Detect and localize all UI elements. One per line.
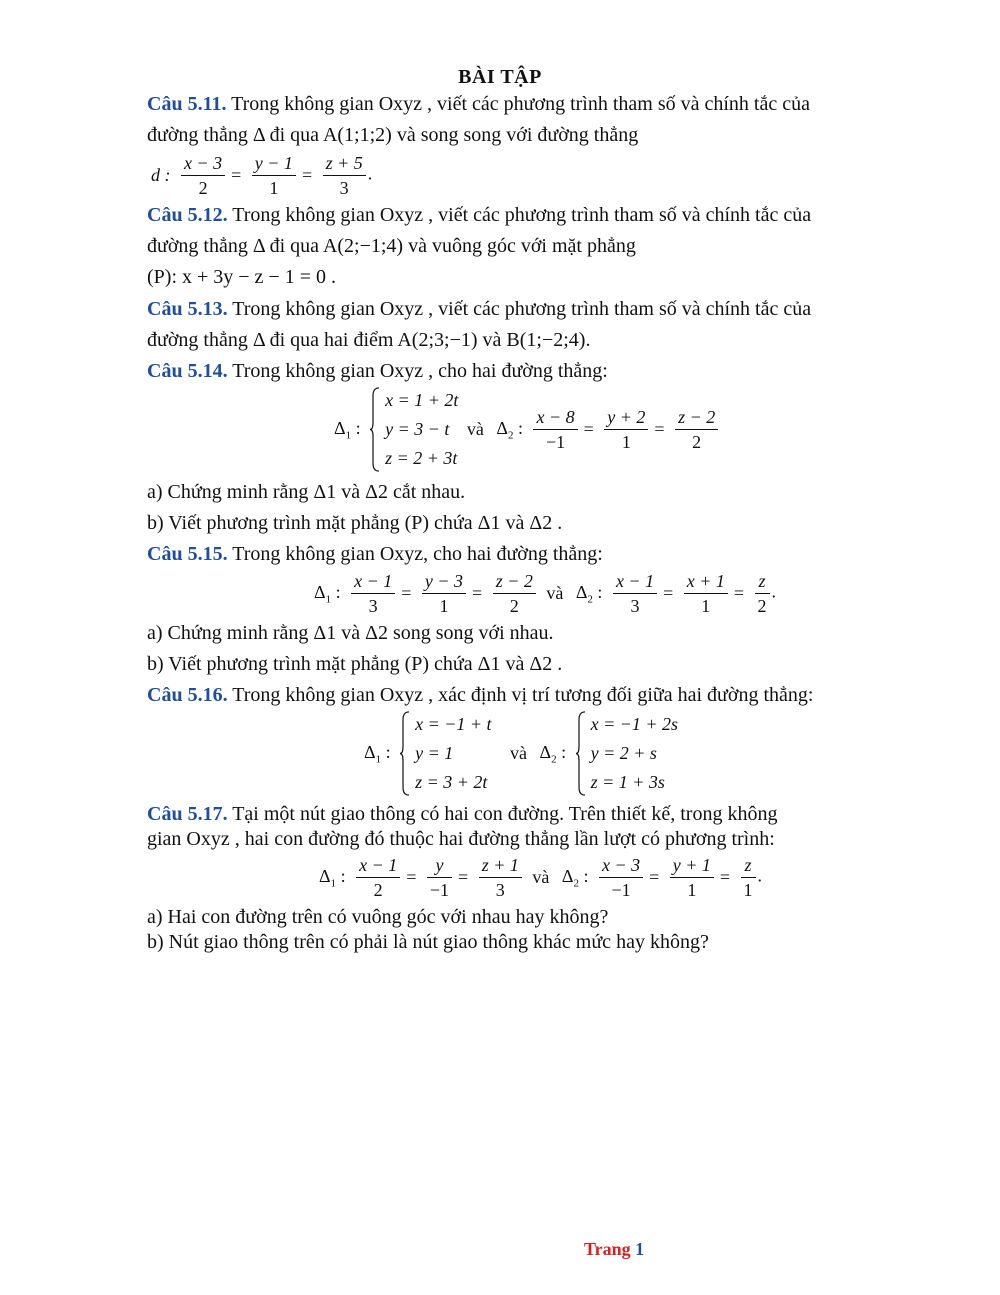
q514-d1-label: Δ	[334, 417, 346, 438]
q511-frac-2: $\frac{y - 1}{1}$	[252, 151, 296, 200]
q515-d2-frac-3: $\frac{z}{2}$	[755, 569, 770, 618]
q514-d1-system: x = 1 + 2t y = 3 − t z = 2 + 3t	[369, 386, 458, 473]
q517-d2-frac-2: $\frac{y + 1}{1}$	[670, 853, 714, 902]
q517-part-b: b) Nút giao thông trên có phải là nút giao thông khác mức hay không?	[147, 931, 709, 953]
q515-text1: Trong không gian Oxyz, cho hai đường thẳng:	[227, 543, 603, 565]
q517-d1-frac-1: $\frac{x - 1}{2}$	[356, 853, 400, 902]
footer-page-number: 1	[635, 1239, 645, 1259]
q515-and: và	[546, 583, 564, 603]
q516-label: Câu 5.16.	[147, 684, 228, 706]
q517-d2-frac-1: $\frac{x - 3}{-1}$	[599, 853, 643, 902]
q515-part-b: b) Viết phương trình mặt phẳng (P) chứa Δ1 và Δ2 .	[147, 653, 563, 675]
q516-equations: $\Delta_1$ : x = −1 + t y = 1 z = 3 + 2t và $\Delta_2$ : x = −1 + 2s y = 2 + s z = 1 + 3s	[360, 710, 678, 797]
q515-d1-frac-1: $\frac{x - 1}{3}$	[351, 569, 395, 618]
q513-line1	[147, 296, 811, 322]
q515-d1-frac-3: $\frac{z - 2}{2}$	[493, 569, 536, 618]
q512-line1	[147, 202, 811, 228]
q513-text1: Trong không gian Oxyz , viết các phương trình tham số và chính tắc của	[227, 298, 812, 320]
q511-text1: Trong không gian Oxyz , viết các phương trình tham số và chính tắc của	[226, 93, 810, 115]
q514-part-b: b) Viết phương trình mặt phẳng (P) chứa Δ1 và Δ2 .	[147, 512, 563, 534]
q514-frac-3: $\frac{z - 2}{2}$	[675, 405, 718, 454]
q514-frac-2: $\frac{y + 2}{1}$	[604, 405, 648, 454]
q514-equations: $\Delta_1$ : x = 1 + 2t y = 3 − t z = 2 + 3t và $\Delta_2$ : $\frac{x - 8}{-1}$ = $\frac{y + 2}{1}$ = $\frac{z - 2}{2}$	[330, 386, 720, 473]
q517-part-a: a) Hai con đường trên có vuông góc với nhau hay không?	[147, 906, 609, 928]
q514-d2-sub: 2	[507, 429, 514, 442]
q517-d1-frac-2: $\frac{y}{-1}$	[427, 853, 452, 902]
q511-line1	[147, 91, 810, 117]
footer-page-word: Trang	[584, 1239, 631, 1259]
q517-and: và	[532, 867, 550, 887]
q514-frac-1: $\frac{x - 8}{-1}$	[533, 405, 577, 454]
q515-d2-frac-2: $\frac{x + 1}{1}$	[684, 569, 728, 618]
q514-label: Câu 5.14.	[147, 360, 228, 382]
q517-text1: Tại một nút giao thông có hai con đường. Trên thiết kế, trong không	[227, 803, 778, 825]
page-title: BÀI TẬP	[458, 66, 542, 88]
q515-d2-frac-1: $\frac{x - 1}{3}$	[613, 569, 657, 618]
q517-d1-frac-3: $\frac{z + 1}{3}$	[479, 853, 522, 902]
q511-line2: đường thẳng Δ đi qua A(1;1;2) và song song với đường thẳng	[147, 124, 639, 146]
q517-line2: gian Oxyz , hai con đường đó thuộc hai đường thẳng lần lượt có phương trình:	[147, 828, 775, 850]
q516-line1	[147, 682, 813, 708]
q511-eq-prefix: d :	[151, 165, 171, 185]
q512-line2: đường thẳng Δ đi qua A(2;−1;4) và vuông góc với mặt phẳng	[147, 235, 636, 257]
q517-equations: $\Delta_1$ : $\frac{x - 1}{2}$ = $\frac{y}{-1}$ = $\frac{z + 1}{3}$ và $\Delta_2$ : $\frac{x - 3}{-1}$ = $\frac{y + 1}{1}$ = $\frac{z}{1}$ .	[319, 855, 763, 900]
q511-label: Câu 5.11.	[147, 93, 227, 115]
q512-line3: (P): x + 3y − z − 1 = 0 .	[147, 266, 336, 288]
q513-label: Câu 5.13.	[147, 298, 228, 320]
q514-d2-label: Δ	[496, 417, 508, 438]
q512-text1: Trong không gian Oxyz , viết các phương trình tham số và chính tắc của	[227, 204, 812, 226]
q516-d2-system: x = −1 + 2s y = 2 + s z = 1 + 3s	[575, 710, 678, 797]
q514-part-a: a) Chứng minh rằng Δ1 và Δ2 cắt nhau.	[147, 481, 466, 503]
q514-and: và	[466, 419, 484, 439]
q515-equations: $\Delta_1$ : $\frac{x - 1}{3}$ = $\frac{y - 3}{1}$ = $\frac{z - 2}{2}$ và $\Delta_2$ : $\frac{x - 1}{3}$ = $\frac{x + 1}{1}$ = $\frac{z}{2}$ .	[314, 571, 777, 616]
page-footer	[584, 1239, 644, 1260]
q514-d1-sub: 1	[345, 429, 352, 442]
q515-line1	[147, 541, 603, 567]
q516-d1-system: x = −1 + t y = 1 z = 3 + 2t	[399, 710, 491, 797]
q514-line1	[147, 358, 608, 384]
q517-label: Câu 5.17.	[147, 803, 228, 825]
q516-and: và	[510, 743, 528, 763]
q511-frac-3: $\frac{z + 5}{3}$	[323, 151, 366, 200]
q517-line1	[147, 801, 777, 827]
q515-part-a: a) Chứng minh rằng Δ1 và Δ2 song song với nhau.	[147, 622, 554, 644]
q515-d1-frac-2: $\frac{y - 3}{1}$	[422, 569, 466, 618]
q513-line2: đường thẳng Δ đi qua hai điểm A(2;3;−1) và B(1;−2;4).	[147, 329, 591, 351]
q512-label: Câu 5.12.	[147, 204, 228, 226]
q511-frac-1: $\frac{x - 3}{2}$	[181, 151, 225, 200]
q515-label: Câu 5.15.	[147, 543, 228, 565]
q511-eq-suffix: .	[367, 163, 373, 184]
q517-d2-frac-3: $\frac{z}{1}$	[741, 853, 756, 902]
q514-text1: Trong không gian Oxyz , cho hai đường thẳng:	[227, 360, 608, 382]
q516-text1: Trong không gian Oxyz , xác định vị trí tương đối giữa hai đường thẳng:	[227, 684, 814, 706]
q511-equation: d : $\frac{x - 3}{2}$ = $\frac{y - 1}{1}$ = $\frac{z + 5}{3}$ .	[151, 153, 373, 198]
